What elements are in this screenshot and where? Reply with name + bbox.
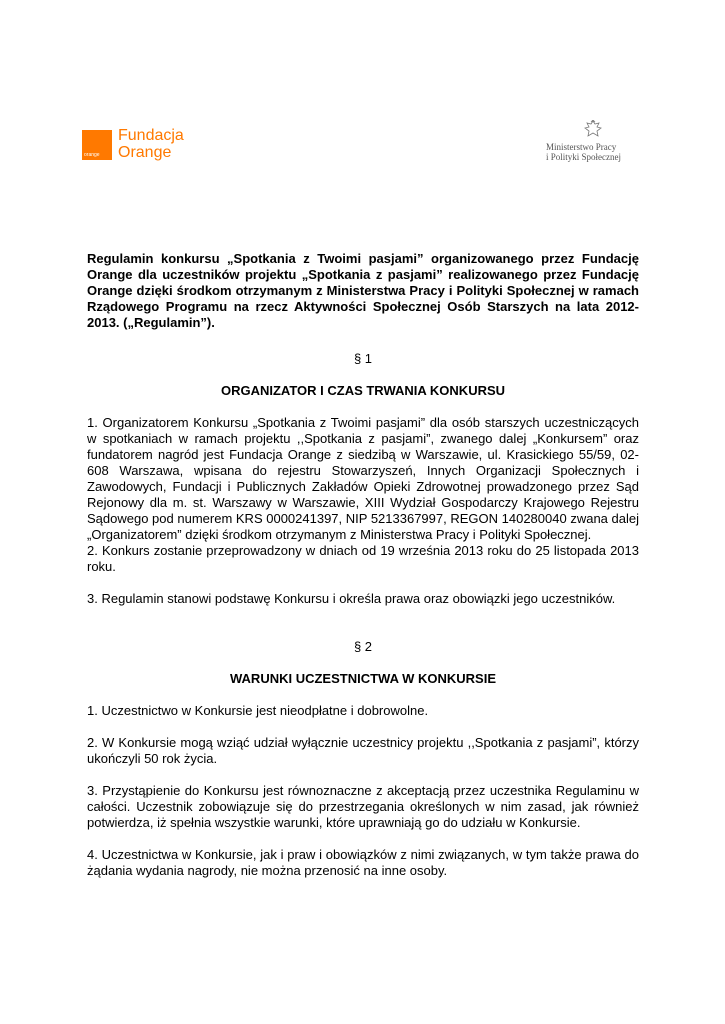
section-2-paragraph-4: 4. Uczestnictwa w Konkursie, jak i praw i obowiązków z nimi związanych, w tym także prawa do żądania wydania nagrody, nie można przenosić na inne osoby.	[87, 847, 639, 878]
section-2-paragraph-2: 2. W Konkursie mogą wziąć udział wyłącznie uczestnicy projektu ,,Spotkania z pasjami”, którzy ukończyli 50 rok życia.	[87, 735, 639, 766]
ministry-logo	[540, 120, 650, 170]
document-title: Regulamin konkursu „Spotkania z Twoimi pasjami” organizowanego przez Fundację Orange dla uczestników projektu „Spotkania z pasjami” realizowanego przez Fundację Orange dzięki środkom otrzymanym z Ministerstwa Pracy i Polityki Społecznej w ramach Rządowego Programu na rzecz Aktywności Społecznej Osób Starszych na lata 2012- 2013. („Regulamin”).	[87, 251, 639, 330]
ministry-line1: Ministerstwo Pracy	[546, 142, 617, 152]
logo-text	[118, 127, 184, 161]
section-1-paragraph-3: 3. Regulamin stanowi podstawę Konkursu i określa prawa oraz obowiązki jego uczestników.	[87, 591, 616, 606]
eagle-emblem-icon	[584, 120, 602, 140]
document-body	[87, 251, 639, 879]
fundacja-orange-logo	[82, 127, 202, 164]
section-1-paragraph-1: 1. Organizatorem Konkursu „Spotkania z Twoimi pasjami” dla osób starszych uczestniczących w spotkaniach w ramach projektu ,,Spotkania z pasjami”, zwanego dalej „Konkursem” oraz fundatorem nagród jest Fundacja Orange z siedzibą w Warszawie, ul. Krasickiego 55/59, 02-608 Warszawa, wpisana do rejestru Stowarzyszeń, Innych Organizacji Społecznych i Zawodowych, Fundacji i Publicznych Zakładów Opieki Zdrowotnej prowadzonego przez Sąd Rejonowy dla m. st. Warszawy w Warszawie, XIII Wydział Gospodarczy Krajowego Rejestru Sądowego pod numerem KRS 0000241397, NIP 5213367997, REGON 140280040 zwana dalej „Organizatorem” dzięki środkom otrzymanym z Ministerstwa Pracy i Polityki Społecznej.	[87, 415, 639, 542]
section-1-sign: § 1	[353, 351, 373, 366]
section-2-paragraph-3: 3. Przystąpienie do Konkursu jest równoznaczne z akceptacją przez uczestnika Regulaminu w całości. Uczestnik zobowiązuje się do przestrzegania określonych w nim zasad, jak również potwierdza, iż spełnia wszystkie warunki, które uprawniają go do udziału w Konkursie.	[87, 783, 639, 830]
section-2-heading: WARUNKI UCZESTNICTWA W KONKURSIE	[229, 671, 496, 686]
section-2-sign: § 2	[353, 639, 373, 654]
section-1-paragraph-2: 2. Konkurs zostanie przeprowadzony w dniach od 19 września 2013 roku do 25 listopada 2013 roku.	[87, 543, 639, 574]
logo-line1: Fundacja	[118, 127, 184, 144]
logo-line2: Orange	[118, 144, 172, 161]
orange-square-text: orange	[84, 152, 100, 158]
ministry-text	[546, 142, 621, 162]
ministry-line2: i Polityki Społecznej	[546, 152, 621, 162]
section-2-paragraph-1: 1. Uczestnictwo w Konkursie jest nieodpłatne i dobrowolne.	[87, 703, 429, 718]
section-1-heading: ORGANIZATOR I CZAS TRWANIA KONKURSU	[220, 383, 506, 398]
orange-square-icon	[82, 130, 112, 160]
